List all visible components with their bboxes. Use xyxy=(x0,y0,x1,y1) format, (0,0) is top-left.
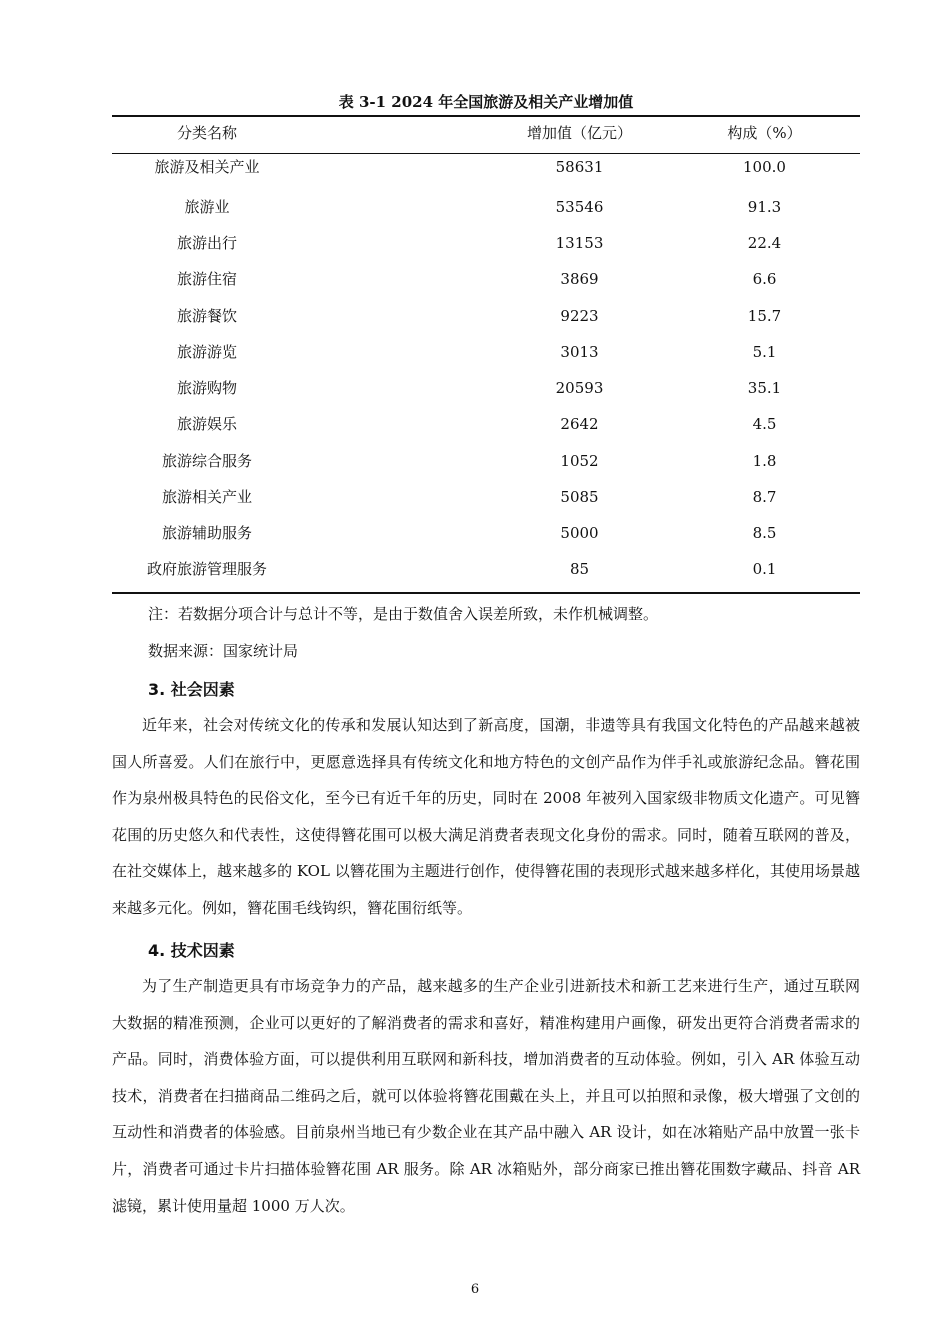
table-row xyxy=(112,302,860,330)
cell-value: 5085 xyxy=(560,488,599,506)
section-heading-social: 3. 社会因素 xyxy=(148,680,235,699)
cell-name: 旅游综合服务 xyxy=(161,452,252,470)
cell-share: 100.0 xyxy=(743,158,786,176)
cell-name: 旅游购物 xyxy=(176,379,237,397)
cell-name: 旅游住宿 xyxy=(176,270,237,288)
header-share: 构成（%） xyxy=(727,124,802,142)
table-header-row xyxy=(112,119,860,147)
cell-name: 旅游娱乐 xyxy=(176,415,237,433)
table-note: 注：若数据分项合计与总计不等，是由于数值舍入误差所致，未作机械调整。 xyxy=(148,605,659,623)
table-row xyxy=(112,555,860,583)
header-category: 分类名称 xyxy=(176,124,237,142)
cell-value: 1052 xyxy=(560,452,599,470)
table-row xyxy=(112,265,860,293)
cell-name: 旅游辅助服务 xyxy=(161,524,252,542)
cell-share: 15.7 xyxy=(747,307,782,325)
table-row xyxy=(112,447,860,475)
cell-name: 政府旅游管理服务 xyxy=(146,560,267,578)
table-top-rule xyxy=(112,115,860,117)
cell-share: 22.4 xyxy=(747,234,782,252)
table-bottom-rule xyxy=(112,592,860,594)
cell-name: 旅游出行 xyxy=(176,234,237,252)
cell-value: 2642 xyxy=(560,415,599,433)
cell-share: 0.1 xyxy=(752,560,777,578)
cell-value: 5000 xyxy=(560,524,599,542)
cell-share: 8.7 xyxy=(752,488,777,506)
cell-value: 85 xyxy=(569,560,590,578)
cell-share: 35.1 xyxy=(747,379,782,397)
table-row xyxy=(112,519,860,547)
table-row xyxy=(112,374,860,402)
cell-value: 58631 xyxy=(555,158,604,176)
cell-value: 53546 xyxy=(555,198,604,216)
cell-value: 3869 xyxy=(560,270,599,288)
cell-name: 旅游相关产业 xyxy=(161,488,252,506)
cell-value: 20593 xyxy=(555,379,604,397)
cell-value: 9223 xyxy=(560,307,599,325)
cell-name: 旅游及相关产业 xyxy=(154,158,260,176)
table-row xyxy=(112,410,860,438)
cell-share: 4.5 xyxy=(752,415,777,433)
cell-name: 旅游游览 xyxy=(176,343,237,361)
header-value: 增加值（亿元） xyxy=(526,124,632,142)
table-row xyxy=(112,193,860,221)
table-title: 表 3-1 2024 年全国旅游及相关产业增加值 xyxy=(338,93,634,111)
table-row xyxy=(112,229,860,257)
table-row xyxy=(112,338,860,366)
cell-share: 91.3 xyxy=(747,198,782,216)
table-source: 数据来源：国家统计局 xyxy=(148,642,299,660)
section-paragraph-technology: 为了生产制造更具有市场竞争力的产品，越来越多的生产企业引进新技术和新工艺来进行生产，通过互联网大数据的精准预测，企业可以更好的了解消费者的需求和喜好，精准构建用户画像，研发出更符合消费者需求的产品。同时，消费体验方面，可以提供利用互联网和新科技，增加消费者的互动体验。例如，引入 AR 体验互动技术，消费者在扫描商品二维码之后，就可以体验将簪花围戴在头上，并且可以拍照和录像，极大增强了文创的互动性和消费者的体验感。目前泉州当地已有少数企业在其产品中融入 AR 设计，如在冰箱贴产品中放置一张卡片，消费者可通过卡片扫描体验簪花围 AR 服务。除 AR 冰箱贴外，部分商家已推出簪花围数字藏品、抖音 AR 滤镜，累计使用量超 1000 万人次。 xyxy=(112,977,860,1215)
table-row xyxy=(112,153,860,181)
cell-name: 旅游餐饮 xyxy=(176,307,237,325)
cell-share: 1.8 xyxy=(752,452,777,470)
cell-share: 5.1 xyxy=(752,343,777,361)
section-heading-technology: 4. 技术因素 xyxy=(148,941,235,960)
cell-share: 6.6 xyxy=(752,270,777,288)
table-row xyxy=(112,483,860,511)
cell-name: 旅游业 xyxy=(184,198,230,216)
cell-value: 13153 xyxy=(555,234,604,252)
section-paragraph-social: 近年来，社会对传统文化的传承和发展认知达到了新高度，国潮，非遗等具有我国文化特色的产品越来越被国人所喜爱。人们在旅行中，更愿意选择具有传统文化和地方特色的文创产品作为伴手礼或旅游纪念品。簪花围作为泉州极具特色的民俗文化，至今已有近千年的历史，同时在 2008 年被列入国家级非物质文化遗产。可见簪花围的历史悠久和代表性，这使得簪花围可以极大满足消费者表现文化身份的需求。同时，随着互联网的普及，在社交媒体上，越来越多的 KOL 以簪花围为主题进行创作，使得簪花围的表现形式越来越多样化，其使用场景越来越多元化。例如，簪花围毛线钩织，簪花围衍纸等。 xyxy=(112,716,860,917)
cell-value: 3013 xyxy=(560,343,599,361)
page-number: 6 xyxy=(470,1282,480,1297)
cell-share: 8.5 xyxy=(752,524,777,542)
